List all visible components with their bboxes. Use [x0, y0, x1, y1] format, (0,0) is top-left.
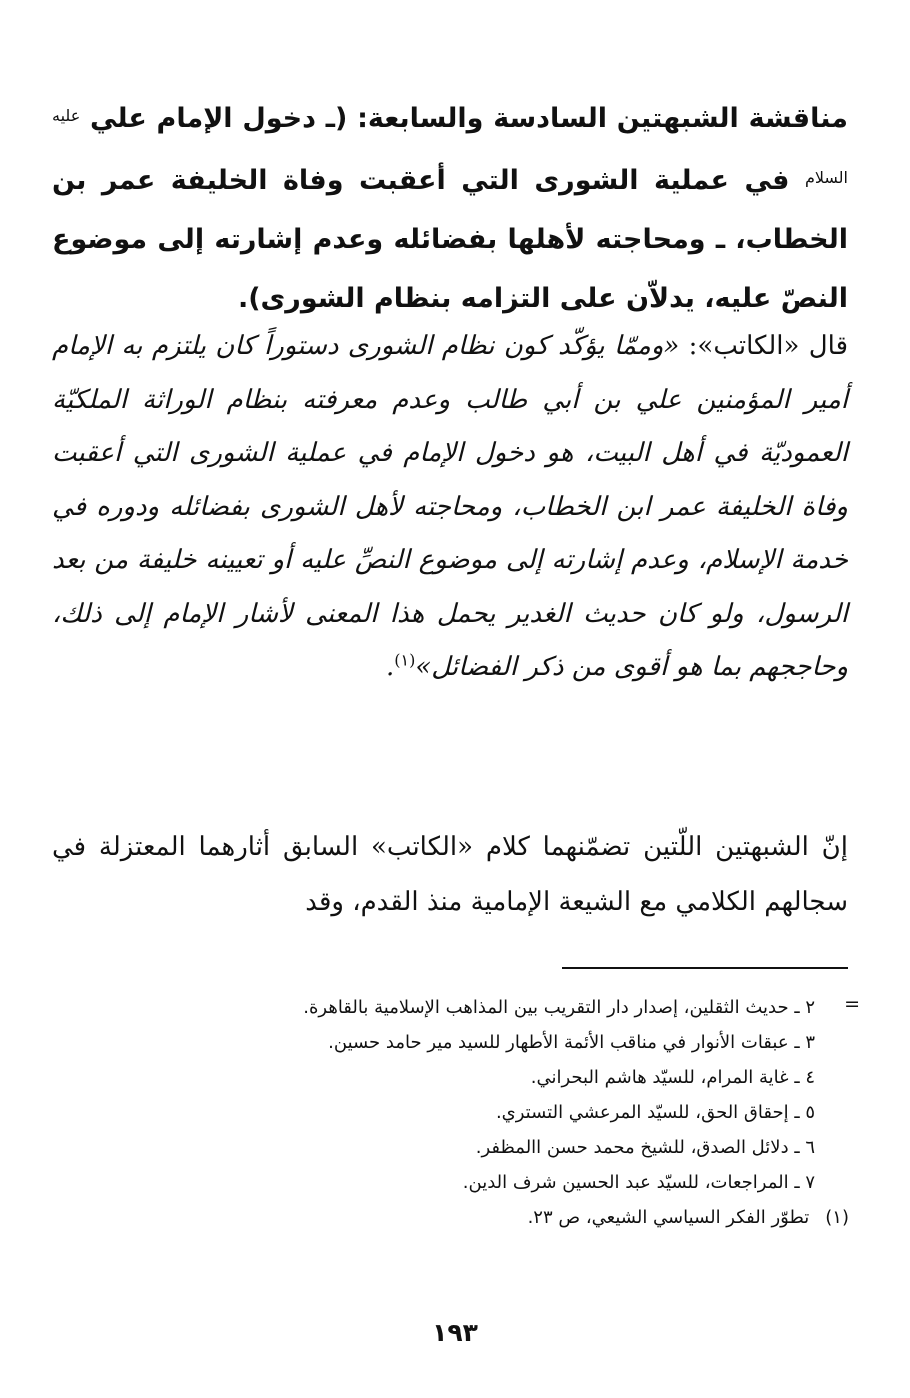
footnote-text: غاية المرام، للسيّد هاشم البحراني. — [530, 1067, 789, 1088]
footnote-continuation-mark: = — [844, 993, 860, 1015]
footnote-text: المراجعات، للسيّد عبد الحسين شرف الدين. — [462, 1172, 789, 1193]
footnote-text: إحقاق الحق، للسيّد المرعشي التستري. — [495, 1102, 789, 1123]
heading-text-rest: في عملية الشورى التي أعقبت وفاة الخليفة عمر بن الخطاب، ـ ومحاجته لأهلها بفضائله وعدم إشارته إلى موضوع النصّ عليه، يدلاّن على التزامه بنظام الشورى). — [52, 165, 848, 314]
quoted-author-paragraph — [52, 320, 848, 695]
page-number: ١٩٣ — [432, 1318, 478, 1347]
footnote-source-text: تطوّر الفكر السياسي الشيعي، ص ٢٣. — [527, 1207, 810, 1228]
footnote-item — [215, 1165, 815, 1200]
footnote-number: ٧ ـ — [794, 1172, 815, 1193]
section-title: مناقشة الشبهتين السادسة والسابعة: — [357, 103, 848, 134]
footnote-text: دلائل الصدق، للشيخ محمد حسن االمظفر. — [475, 1137, 789, 1158]
footnote-text: عبقات الأنوار في مناقب الأئمة الأطهار للسيد مير حامد حسين. — [328, 1032, 789, 1053]
closing-paragraph: إنّ الشبهتين اللّتين تضمّنهما كلام «الكاتب» السابق أثارهما المعتزلة في سجالهم الكلامي مع الشيعة الإمامية منذ القدم، وقد — [52, 832, 848, 917]
quote-text: «وممّا يؤكّد كون نظام الشورى دستوراً كان يلتزم به الإمام أمير المؤمنين علي بن أبي طالب وعدم معرفته بنظام الوراثة الملكيّة العموديّة في أهل البيت، هو دخول الإمام في عملية الشورى التي أعقبت وفاة الخليفة عمر ابن الخطاب، ومحاجته لأهل الشورى بفضائله ودوره في خدمة الإسلام، وعدم إشارته إلى موضوع النصِّ عليه أو تعيينه خليفة من بعد الرسول، ولو كان حديث الغدير يحمل هذا المعنى لأشار الإمام إلى ذلك، وحاججهم بما هو أقوى من ذكر الفضائل» — [52, 331, 848, 682]
footnote-number: ٥ ـ — [794, 1102, 815, 1123]
footnote-item — [215, 1060, 815, 1095]
quote-lead: قال «الكاتب»: — [688, 331, 849, 361]
footnotes-list — [215, 990, 849, 1235]
discussion-heading-paragraph — [52, 86, 848, 328]
footnote-text: حديث الثقلين، إصدار دار التقريب بين المذاهب الإسلامية بالقاهرة. — [303, 997, 789, 1018]
footnote-number: ٣ ـ — [794, 1032, 815, 1053]
footnote-source-number: (١) — [825, 1207, 849, 1228]
heading-text-start: (ـ دخول الإمام علي — [90, 103, 348, 134]
footnote-item — [215, 990, 815, 1025]
footnote-item — [215, 1130, 815, 1165]
footnote-number: ٢ ـ — [794, 997, 815, 1018]
footnote-reference: (١) — [394, 650, 416, 670]
footnote-number: ٤ ـ — [794, 1067, 815, 1088]
quote-end-period: . — [385, 652, 395, 682]
footnote-item — [215, 1025, 815, 1060]
footnote-item — [215, 1095, 815, 1130]
footnote-separator — [562, 967, 848, 969]
footnote-number: ٦ ـ — [794, 1137, 815, 1158]
footnote-source-item — [215, 1200, 849, 1235]
honorific-ligature: عليه السلام — [52, 106, 848, 187]
